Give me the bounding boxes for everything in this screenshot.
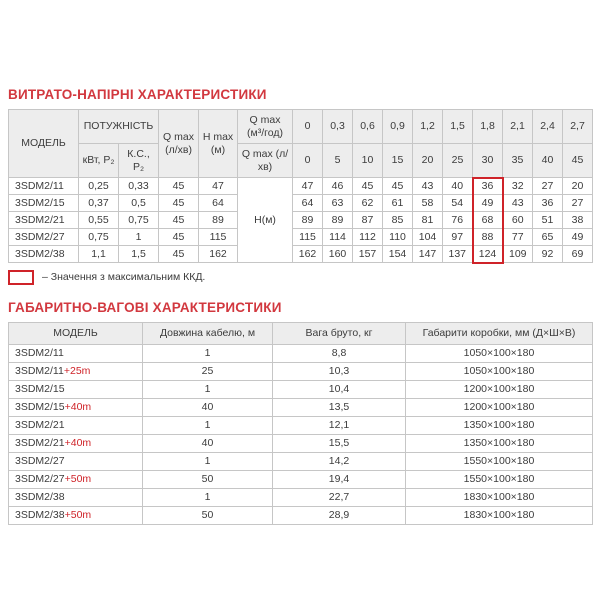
hmax-cell: 162 bbox=[199, 246, 238, 263]
cable-length-cell: 1 bbox=[143, 488, 273, 506]
h-value-cell: 61 bbox=[383, 195, 413, 212]
h-value-cell: 65 bbox=[533, 229, 563, 246]
box-dimensions-cell: 1350×100×180 bbox=[406, 434, 593, 452]
box-dimensions-cell: 1550×100×180 bbox=[406, 452, 593, 470]
header-row-2 bbox=[9, 144, 593, 178]
h-value-cell: 77 bbox=[503, 229, 533, 246]
h-value-cell: 45 bbox=[383, 178, 413, 195]
col-header-qmax: Q max (л/хв) bbox=[159, 110, 199, 178]
cable-length-cell: 25 bbox=[143, 362, 273, 380]
dimensions-weight-section-title: ГАБАРИТНО-ВАГОВІ ХАРАКТЕРИСТИКИ bbox=[8, 299, 282, 315]
legend-text: – Значення з максимальним ККД. bbox=[42, 271, 206, 283]
model-name: 3SDM2/21 bbox=[15, 436, 65, 449]
h-value-cell: 58 bbox=[413, 195, 443, 212]
flow-m3-value: 2,4 bbox=[533, 110, 563, 144]
model-name: 3SDM2/38 bbox=[15, 490, 65, 503]
h-value-cell: 110 bbox=[383, 229, 413, 246]
model-suffix: +50m bbox=[64, 508, 92, 521]
h-value-cell: 20 bbox=[563, 178, 593, 195]
kw-cell: 0,55 bbox=[79, 212, 119, 229]
qmax-cell: 45 bbox=[159, 195, 199, 212]
box-dimensions-cell: 1050×100×180 bbox=[406, 344, 593, 362]
flow-l-value: 15 bbox=[383, 144, 413, 178]
h-value-cell: 109 bbox=[503, 246, 533, 263]
h-value-cell: 85 bbox=[383, 212, 413, 229]
flow-l-value: 25 bbox=[443, 144, 473, 178]
h-value-cell: 81 bbox=[413, 212, 443, 229]
model-suffix: +40m bbox=[64, 400, 92, 413]
flow-l-value: 0 bbox=[293, 144, 323, 178]
flow-l-value: 20 bbox=[413, 144, 443, 178]
flow-m3-value: 2,1 bbox=[503, 110, 533, 144]
kw-cell: 0,37 bbox=[79, 195, 119, 212]
gross-weight-cell: 12,1 bbox=[273, 416, 406, 434]
box-dimensions-cell: 1550×100×180 bbox=[406, 470, 593, 488]
model-cell: 3SDM2/27 bbox=[9, 229, 79, 246]
model-cell: 3SDM2/15 bbox=[9, 195, 79, 212]
h-value-cell: 47 bbox=[293, 178, 323, 195]
flow-head-section-title: ВИТРАТО-НАПІРНІ ХАРАКТЕРИСТИКИ bbox=[8, 87, 267, 102]
qmax-cell: 45 bbox=[159, 212, 199, 229]
table-row bbox=[9, 488, 593, 506]
hmax-cell: 115 bbox=[199, 229, 238, 246]
dimensions-weight-table bbox=[8, 322, 593, 525]
model-suffix: +40m bbox=[64, 436, 92, 449]
model-cell bbox=[9, 434, 143, 452]
h-value-cell: 49 bbox=[563, 229, 593, 246]
h-value-cell: 89 bbox=[323, 212, 353, 229]
gross-weight-cell: 13,5 bbox=[273, 398, 406, 416]
table-row bbox=[9, 506, 593, 524]
table-row bbox=[9, 362, 593, 380]
cable-length-cell: 1 bbox=[143, 344, 273, 362]
col-header-hmax: H max (м) bbox=[199, 110, 238, 178]
h-value-cell-highlighted: 36 bbox=[473, 178, 503, 195]
table-row bbox=[9, 195, 593, 212]
cable-length-cell: 40 bbox=[143, 434, 273, 452]
cable-length-cell: 40 bbox=[143, 398, 273, 416]
flow-l-value: 10 bbox=[353, 144, 383, 178]
h-value-cell: 162 bbox=[293, 246, 323, 263]
h-value-cell: 89 bbox=[293, 212, 323, 229]
h-value-cell: 97 bbox=[443, 229, 473, 246]
flow-m3-value: 1,2 bbox=[413, 110, 443, 144]
model-cell bbox=[9, 506, 143, 524]
hp-cell: 0,5 bbox=[119, 195, 159, 212]
flow-l-value: 35 bbox=[503, 144, 533, 178]
gross-weight-cell: 28,9 bbox=[273, 506, 406, 524]
table-row bbox=[9, 434, 593, 452]
col-header-qmax-m3h: Q max (м³/год) bbox=[238, 110, 293, 144]
box-dimensions-cell: 1200×100×180 bbox=[406, 380, 593, 398]
flow-l-value: 40 bbox=[533, 144, 563, 178]
col-header-kw: кВт, P₂ bbox=[79, 144, 119, 178]
highlight-swatch-icon bbox=[8, 270, 34, 285]
legend bbox=[8, 270, 592, 285]
table-row bbox=[9, 212, 593, 229]
model-cell bbox=[9, 416, 143, 434]
h-value-cell: 92 bbox=[533, 246, 563, 263]
flow-m3-value: 0 bbox=[293, 110, 323, 144]
h-value-cell: 27 bbox=[563, 195, 593, 212]
h-value-cell: 137 bbox=[443, 246, 473, 263]
model-suffix: +50m bbox=[64, 472, 92, 485]
hmax-cell: 64 bbox=[199, 195, 238, 212]
h-value-cell: 46 bbox=[323, 178, 353, 195]
model-cell bbox=[9, 380, 143, 398]
header-row bbox=[9, 322, 593, 344]
table-row bbox=[9, 416, 593, 434]
gross-weight-cell: 8,8 bbox=[273, 344, 406, 362]
model-suffix: +25m bbox=[63, 364, 91, 377]
h-value-cell: 27 bbox=[533, 178, 563, 195]
gross-weight-cell: 10,3 bbox=[273, 362, 406, 380]
h-value-cell: 147 bbox=[413, 246, 443, 263]
box-dimensions-cell: 1830×100×180 bbox=[406, 488, 593, 506]
flow-m3-value: 0,3 bbox=[323, 110, 353, 144]
model-name: 3SDM2/11 bbox=[15, 364, 64, 377]
h-value-cell-highlighted: 88 bbox=[473, 229, 503, 246]
h-value-cell-highlighted: 68 bbox=[473, 212, 503, 229]
kw-cell: 0,75 bbox=[79, 229, 119, 246]
model-cell: 3SDM2/21 bbox=[9, 212, 79, 229]
col-header-gross-weight: Вага бруто, кг bbox=[273, 322, 406, 344]
cable-length-cell: 1 bbox=[143, 416, 273, 434]
h-value-cell: 112 bbox=[353, 229, 383, 246]
hmax-cell: 47 bbox=[199, 178, 238, 195]
h-value-cell: 76 bbox=[443, 212, 473, 229]
h-value-cell: 64 bbox=[293, 195, 323, 212]
h-value-cell: 40 bbox=[443, 178, 473, 195]
model-cell: 3SDM2/38 bbox=[9, 246, 79, 263]
h-value-cell: 157 bbox=[353, 246, 383, 263]
col-header-model: МОДЕЛЬ bbox=[9, 322, 143, 344]
header-row-1 bbox=[9, 110, 593, 144]
hp-cell: 1,5 bbox=[119, 246, 159, 263]
col-header-model: МОДЕЛЬ bbox=[9, 110, 79, 178]
gross-weight-cell: 14,2 bbox=[273, 452, 406, 470]
model-name: 3SDM2/21 bbox=[15, 418, 65, 431]
model-cell bbox=[9, 344, 143, 362]
flow-l-value: 30 bbox=[473, 144, 503, 178]
col-header-hp: К.С., P₂ bbox=[119, 144, 159, 178]
model-cell bbox=[9, 398, 143, 416]
h-value-cell: 87 bbox=[353, 212, 383, 229]
kw-cell: 0,25 bbox=[79, 178, 119, 195]
h-value-cell: 114 bbox=[323, 229, 353, 246]
h-value-cell: 43 bbox=[413, 178, 443, 195]
h-value-cell: 54 bbox=[443, 195, 473, 212]
hp-cell: 1 bbox=[119, 229, 159, 246]
h-value-cell-highlighted: 124 bbox=[473, 246, 503, 263]
model-cell bbox=[9, 488, 143, 506]
hp-cell: 0,33 bbox=[119, 178, 159, 195]
model-cell bbox=[9, 470, 143, 488]
flow-m3-value: 1,5 bbox=[443, 110, 473, 144]
flow-m3-value: 2,7 bbox=[563, 110, 593, 144]
h-value-cell: 69 bbox=[563, 246, 593, 263]
table-row bbox=[9, 178, 593, 195]
model-name: 3SDM2/27 bbox=[15, 472, 65, 485]
kw-cell: 1,1 bbox=[79, 246, 119, 263]
h-value-cell: 45 bbox=[353, 178, 383, 195]
flow-l-value: 45 bbox=[563, 144, 593, 178]
model-name: 3SDM2/15 bbox=[15, 382, 65, 395]
flow-m3-value: 1,8 bbox=[473, 110, 503, 144]
h-value-cell: 32 bbox=[503, 178, 533, 195]
flow-m3-value: 0,9 bbox=[383, 110, 413, 144]
gross-weight-cell: 10,4 bbox=[273, 380, 406, 398]
cable-length-cell: 1 bbox=[143, 380, 273, 398]
table-row bbox=[9, 229, 593, 246]
cable-length-cell: 50 bbox=[143, 506, 273, 524]
h-value-cell: 38 bbox=[563, 212, 593, 229]
cable-length-cell: 1 bbox=[143, 452, 273, 470]
model-cell: 3SDM2/11 bbox=[9, 178, 79, 195]
table-row bbox=[9, 344, 593, 362]
qmax-cell: 45 bbox=[159, 229, 199, 246]
model-name: 3SDM2/27 bbox=[15, 454, 65, 467]
col-header-box-dimensions: Габарити коробки, мм (Д×Ш×В) bbox=[406, 322, 593, 344]
h-value-cell: 154 bbox=[383, 246, 413, 263]
table-row bbox=[9, 470, 593, 488]
flow-head-table bbox=[8, 109, 593, 264]
table-row bbox=[9, 380, 593, 398]
qmax-cell: 45 bbox=[159, 178, 199, 195]
model-name: 3SDM2/11 bbox=[15, 346, 64, 359]
col-header-cable-length: Довжина кабелю, м bbox=[143, 322, 273, 344]
box-dimensions-cell: 1200×100×180 bbox=[406, 398, 593, 416]
col-header-qmax-lmin: Q max (л/хв) bbox=[238, 144, 293, 178]
hp-cell: 0,75 bbox=[119, 212, 159, 229]
table-row bbox=[9, 398, 593, 416]
box-dimensions-cell: 1350×100×180 bbox=[406, 416, 593, 434]
gross-weight-cell: 19,4 bbox=[273, 470, 406, 488]
col-header-power: ПОТУЖНІСТЬ bbox=[79, 110, 159, 144]
model-name: 3SDM2/15 bbox=[15, 400, 65, 413]
h-value-cell: 115 bbox=[293, 229, 323, 246]
cable-length-cell: 50 bbox=[143, 470, 273, 488]
flow-l-value: 5 bbox=[323, 144, 353, 178]
h-value-cell: 62 bbox=[353, 195, 383, 212]
gross-weight-cell: 22,7 bbox=[273, 488, 406, 506]
table-row bbox=[9, 246, 593, 263]
h-value-cell: 51 bbox=[533, 212, 563, 229]
h-value-cell: 63 bbox=[323, 195, 353, 212]
model-cell bbox=[9, 362, 143, 380]
h-m-label-cell: Н(м) bbox=[238, 178, 293, 263]
box-dimensions-cell: 1830×100×180 bbox=[406, 506, 593, 524]
table-row bbox=[9, 452, 593, 470]
h-value-cell: 60 bbox=[503, 212, 533, 229]
h-value-cell: 104 bbox=[413, 229, 443, 246]
hmax-cell: 89 bbox=[199, 212, 238, 229]
h-value-cell: 160 bbox=[323, 246, 353, 263]
h-value-cell: 36 bbox=[533, 195, 563, 212]
gross-weight-cell: 15,5 bbox=[273, 434, 406, 452]
flow-m3-value: 0,6 bbox=[353, 110, 383, 144]
h-value-cell-highlighted: 49 bbox=[473, 195, 503, 212]
h-value-cell: 43 bbox=[503, 195, 533, 212]
qmax-cell: 45 bbox=[159, 246, 199, 263]
model-name: 3SDM2/38 bbox=[15, 508, 65, 521]
model-cell bbox=[9, 452, 143, 470]
box-dimensions-cell: 1050×100×180 bbox=[406, 362, 593, 380]
